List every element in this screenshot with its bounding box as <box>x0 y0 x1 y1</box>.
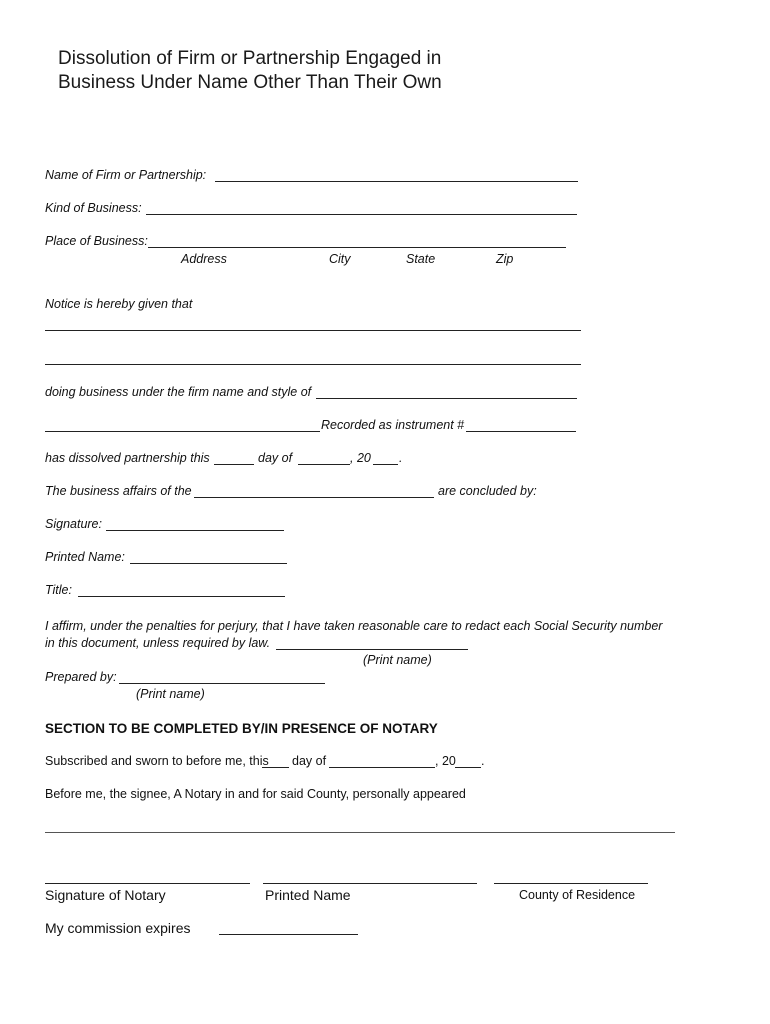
firm-name-field[interactable] <box>215 181 578 182</box>
printed-name-field[interactable] <box>130 563 287 564</box>
subscribed-day-field[interactable] <box>262 767 289 768</box>
signature-label: Signature: <box>45 517 102 531</box>
place-of-business-field[interactable] <box>148 247 566 248</box>
firm-name-label: Name of Firm or Partnership: <box>45 168 207 182</box>
subscribed-day-of-label: day of <box>292 754 327 768</box>
commission-expires-label: My commission expires <box>45 920 191 936</box>
form-title <box>58 47 442 95</box>
affairs-label: The business affairs of the <box>45 484 192 498</box>
kind-of-business-label: Kind of Business: <box>45 201 142 215</box>
address-sublabel: Address <box>181 252 227 266</box>
kind-of-business-field[interactable] <box>146 214 577 215</box>
state-sublabel: State <box>406 252 436 266</box>
recorded-name-field[interactable] <box>45 431 320 432</box>
firm-style-field[interactable] <box>316 398 577 399</box>
subscribed-label: Subscribed and sworn to before me, this <box>45 754 269 768</box>
dissolved-period: . <box>399 451 403 465</box>
prepared-by-print-name-note: (Print name) <box>136 687 205 701</box>
before-me-text: Before me, the signee, A Notary in and for said County, personally appeared <box>45 787 466 801</box>
subscribed-year-prefix: , 20 <box>435 754 456 768</box>
prepared-by-field[interactable] <box>119 683 325 684</box>
notary-printed-name-field[interactable] <box>263 883 477 884</box>
city-sublabel: City <box>329 252 351 266</box>
title-label: Title: <box>45 583 72 597</box>
notary-signature-label: Signature of Notary <box>45 887 166 903</box>
title-line-2: Business Under Name Other Than Their Own <box>58 72 442 93</box>
place-of-business-label: Place of Business: <box>45 234 148 248</box>
affairs-concluded-label: are concluded by: <box>438 484 537 498</box>
dissolved-year-prefix: , 20 <box>350 451 371 465</box>
notary-signature-field[interactable] <box>45 883 250 884</box>
dissolved-day-of-label: day of <box>258 451 293 465</box>
doing-business-label: doing business under the firm name and style of <box>45 385 312 399</box>
notice-text: Notice is hereby given that <box>45 297 193 311</box>
county-of-residence-label: County of Residence <box>519 888 636 902</box>
dissolved-month-field[interactable] <box>298 464 350 465</box>
notary-section-heading: SECTION TO BE COMPLETED BY/IN PRESENCE OF NOTARY <box>45 721 438 736</box>
notary-printed-name-label: Printed Name <box>265 887 351 903</box>
subscribed-year-field[interactable] <box>455 767 481 768</box>
title-line-1: Dissolution of Firm or Partnership Engaged in <box>58 48 442 69</box>
dissolved-label: has dissolved partnership this <box>45 451 210 465</box>
county-of-residence-field[interactable] <box>494 883 648 884</box>
signature-field[interactable] <box>106 530 284 531</box>
affirm-print-name-note: (Print name) <box>363 653 432 667</box>
affirm-text-line-1: I affirm, under the penalties for perjury, that I have taken reasonable care to redact each Social Security number <box>45 619 663 633</box>
commission-expires-field[interactable] <box>219 934 358 935</box>
dissolved-year-field[interactable] <box>373 464 398 465</box>
zip-sublabel: Zip <box>496 252 514 266</box>
subscribed-month-field[interactable] <box>329 767 435 768</box>
affirm-text-line-2: in this document, unless required by law. <box>45 636 271 650</box>
affirm-print-name-field[interactable] <box>276 649 468 650</box>
prepared-by-label: Prepared by: <box>45 670 117 684</box>
affairs-field[interactable] <box>194 497 434 498</box>
printed-name-label: Printed Name: <box>45 550 125 564</box>
notice-field-2[interactable] <box>45 364 581 365</box>
dissolved-day-field[interactable] <box>214 464 254 465</box>
recorded-label: Recorded as instrument # <box>321 418 465 432</box>
subscribed-period: . <box>481 754 485 768</box>
title-field[interactable] <box>78 596 285 597</box>
instrument-number-field[interactable] <box>466 431 576 432</box>
appeared-name-field[interactable] <box>45 832 675 833</box>
notice-field-1[interactable] <box>45 330 581 331</box>
